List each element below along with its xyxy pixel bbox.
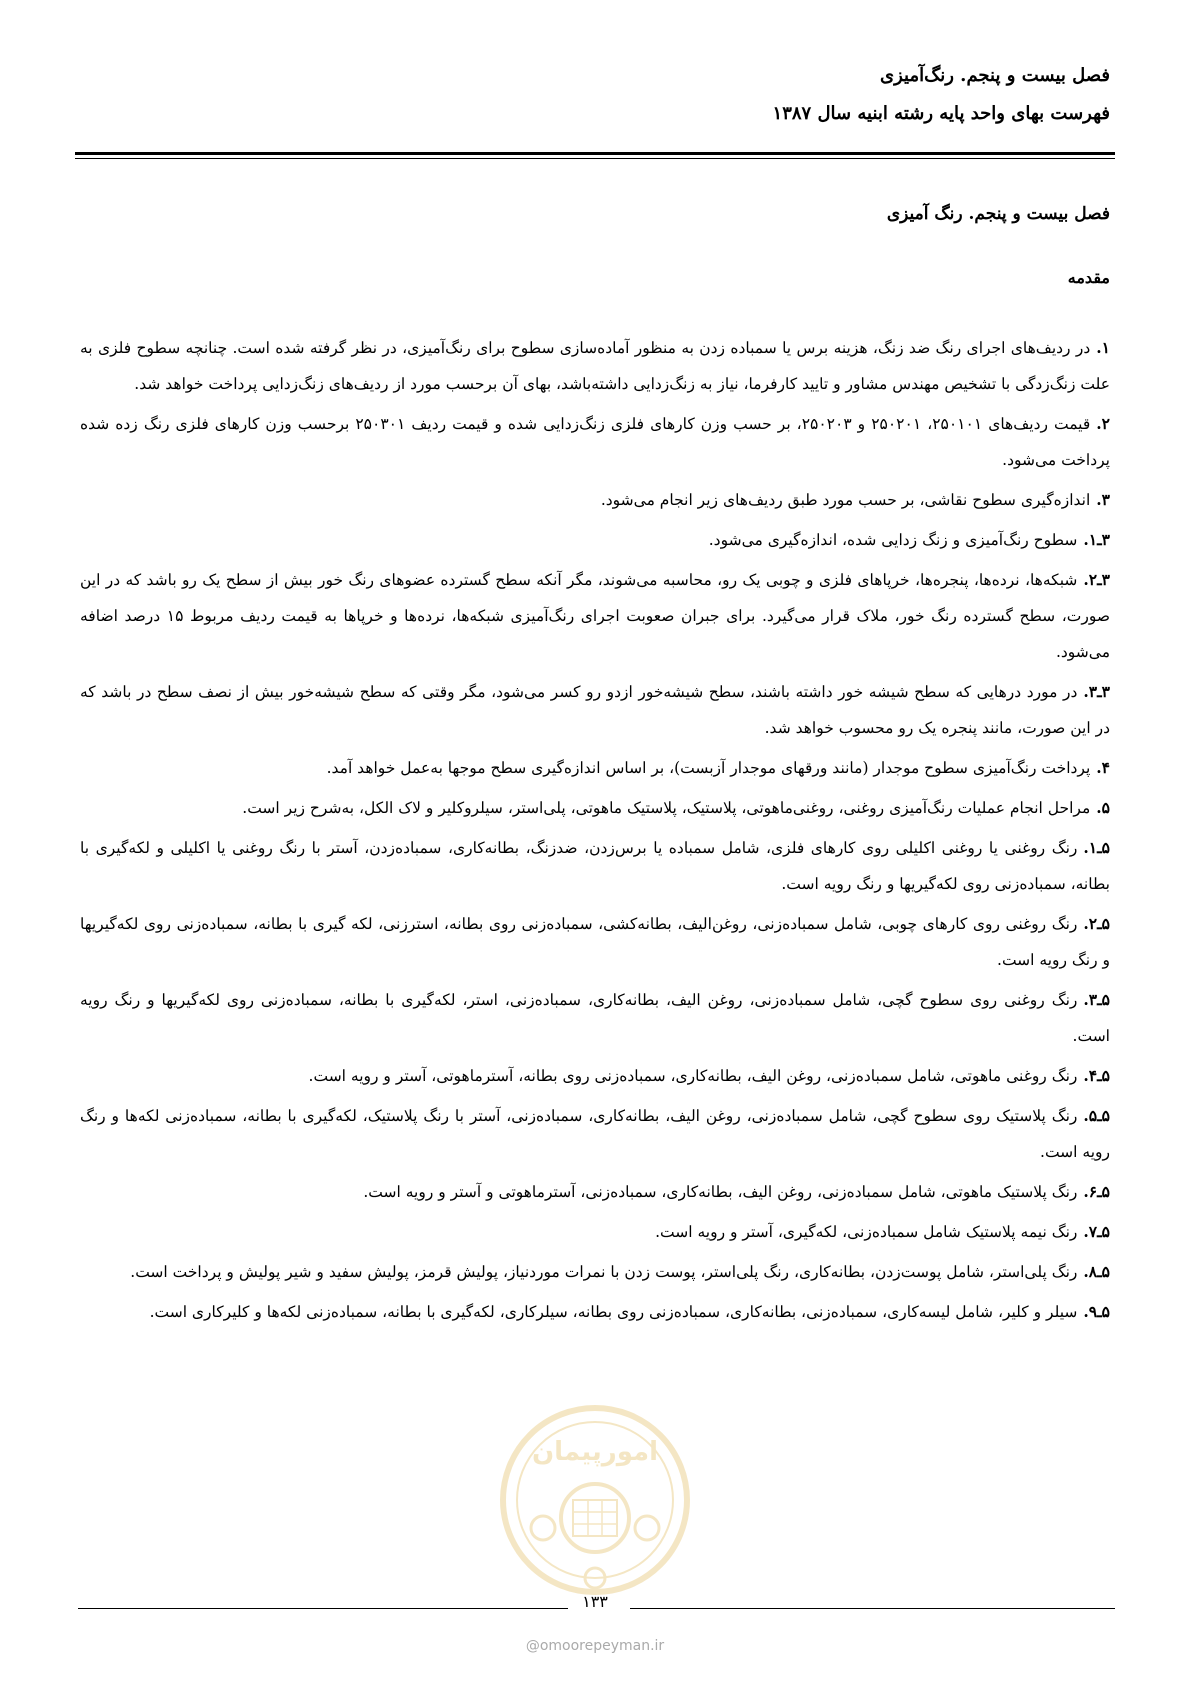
paragraph-text: در ردیف‌های اجرای رنگ ضد زنگ، هزینه برس یا سمباده زدن به منظور آماده‌سازی سطوح برای رنگ‌آمیزی، در نظر گرفته شده است. چنانچه سطوح فلزی به علت زنگ‌زدگی با تشخیص مهندس مشاور و تایید کارفرما، نیاز به زنگ‌زدایی داشته‌باشد، بهای آن برحسب مورد از ردیف‌های زنگ‌زدایی پرداخت خواهد شد. (80, 339, 1110, 393)
paragraph (80, 562, 1110, 670)
paragraph-number: ۵ـ۵. (1083, 1106, 1110, 1125)
intro-heading: مقدمه (1067, 268, 1110, 287)
paragraph-text: شبکه‌ها، نرده‌ها، پنجره‌ها، خرپاهای فلزی و چوبی یک رو، محاسبه می‌شوند، مگر آنکه سطح گسترده عضوهای رنگ خور بیش از سطح یک رو باشد که در این صورت، سطح گسترده رنگ خور، ملاک قرار می‌گیرد. برای جبران صعوبت اجرای رنگ‌آمیزی شبکه‌ها، نرده‌ها و خرپاها به قیمت ردیف مربوط ۱۵ درصد اضافه می‌شود. (80, 571, 1110, 661)
paragraph (80, 482, 1110, 518)
paragraph-number: ۵. (1096, 798, 1110, 817)
paragraph-text: قیمت ردیف‌های ۲۵۰۱۰۱، ۲۵۰۲۰۱ و ۲۵۰۲۰۳، بر حسب وزن کارهای فلزی زنگ‌زدایی شده و قیمت ردیف ۲۵۰۳۰۱ برحسب وزن کارهای فلزی رنگ زده شده پرداخت می‌شود. (80, 415, 1110, 469)
paragraph (80, 1294, 1110, 1330)
paragraph-number: ۵ـ۳. (1083, 990, 1110, 1009)
paragraph-text: مراحل انجام عملیات رنگ‌آمیزی روغنی، روغنی‌ماهوتی، پلاستیک، پلاستیک ماهوتی، پلی‌استر، سیلروکلیر و لاک الکل، به‌شرح زیر است. (242, 799, 1091, 817)
header-rule-thin (75, 158, 1115, 159)
paragraph (80, 1214, 1110, 1250)
paragraph-number: ۵ـ۸. (1083, 1262, 1110, 1281)
running-header-catalog: فهرست بهای واحد پایه رشته ابنیه سال ۱۳۸۷ (772, 103, 1110, 124)
paragraph-number: ۲. (1096, 414, 1110, 433)
paragraph (80, 674, 1110, 746)
paragraph (80, 1174, 1110, 1210)
paragraph-text: رنگ پلاستیک روی سطوح گچی، شامل سمباده‌زنی، روغن الیف، بطانه‌کاری، سمباده‌زنی، آستر با رنگ پلاستیک، لکه‌گیری با بطانه، سمباده‌زنی لکه‌ها و رنگ رویه است. (80, 1107, 1110, 1161)
running-header-chapter: فصل بیست و پنجم. رنگ‌آمیزی (880, 65, 1110, 86)
paragraph-text: رنگ روغنی روی سطوح گچی، شامل سمباده‌زنی، روغن الیف، بطانه‌کاری، سمباده‌زنی، استر، لکه‌گیری با بطانه، سمباده‌زنی روی لکه‌گیریها و رنگ رویه است. (80, 991, 1110, 1045)
paragraph-number: ۳ـ۱. (1083, 530, 1110, 549)
paragraph-number: ۵ـ۴. (1083, 1066, 1110, 1085)
chapter-title: فصل بیست و پنجم. رنگ آمیزی (886, 204, 1110, 224)
running-header (773, 58, 1110, 134)
paragraph-text: رنگ پلی‌استر، شامل پوست‌زدن، بطانه‌کاری، رنگ پلی‌استر، پوست زدن با نمرات موردنیاز، پولیش قرمز، پولیش سفید و شیر پولیش و پرداخت است. (130, 1263, 1078, 1281)
paragraph (80, 750, 1110, 786)
paragraph-text: رنگ پلاستیک ماهوتی، شامل سمباده‌زنی، روغن الیف، بطانه‌کاری، سمباده‌زنی، آسترماهوتی و آستر و رویه است. (363, 1183, 1078, 1201)
page-number: ۱۳۳ (582, 1592, 608, 1611)
footer-rule (630, 1608, 1115, 1609)
paragraph (80, 1254, 1110, 1290)
paragraph-text: رنگ روغنی روی کارهای چوبی، شامل سمباده‌زنی، روغن‌الیف، بطانه‌کشی، سمباده‌زنی روی بطانه، استرزنی، لکه گیری با بطانه، سمباده‌زنی روی لکه‌گیریها و رنگ رویه است. (80, 915, 1110, 969)
paragraph (80, 982, 1110, 1054)
paragraph-number: ۵ـ۱. (1083, 838, 1110, 857)
paragraph-text: رنگ نیمه پلاستیک شامل سمباده‌زنی، لکه‌گیری، آستر و رویه است. (655, 1223, 1078, 1241)
paragraph-number: ۳. (1096, 490, 1110, 509)
paragraph-text: سیلر و کلیر، شامل لیسه‌کاری، سمباده‌زنی، بطانه‌کاری، سمباده‌زنی روی بطانه، سیلرکاری، لکه‌گیری با بطانه، سمباده‌زنی لکه‌ها و کلیرکاری است. (149, 1303, 1078, 1321)
paragraph (80, 906, 1110, 978)
paragraph-number: ۴. (1096, 758, 1110, 777)
site-watermark: @omoorepeyman.ir (525, 1638, 665, 1654)
paragraph (80, 330, 1110, 402)
paragraph-text: پرداخت رنگ‌آمیزی سطوح موجدار (مانند ورقهای موجدار آزبست)، بر اساس اندازه‌گیری سطح موجها به‌عمل خواهد آمد. (326, 759, 1091, 777)
paragraph (80, 522, 1110, 558)
paragraph (80, 830, 1110, 902)
paragraph-text: رنگ روغنی یا روغنی اکلیلی روی کارهای فلزی، شامل سمباده یا برس‌زدن، ضدزنگ، بطانه‌کاری، سمباده‌زدن، آستر با رنگ روغنی یا اکلیلی و لکه‌گیری با بطانه، سمباده‌زنی روی لکه‌گیریها و رنگ رویه است. (80, 839, 1110, 893)
paragraph-number: ۵ـ۹. (1083, 1302, 1110, 1321)
seal-icon (495, 1400, 695, 1600)
paragraph-text: سطوح رنگ‌آمیزی و زنگ زدایی شده، اندازه‌گیری می‌شود. (708, 531, 1078, 549)
paragraph-text: رنگ روغنی ماهوتی، شامل سمباده‌زنی، روغن الیف، بطانه‌کاری، سمباده‌زنی روی بطانه، آسترماهوتی، آستر و رویه است. (308, 1067, 1078, 1085)
paragraph-number: ۳ـ۳. (1083, 682, 1110, 701)
header-rule-thick (75, 152, 1115, 155)
paragraph-number: ۵ـ۲. (1083, 914, 1110, 933)
body-text (80, 330, 1110, 1334)
paragraph-number: ۳ـ۲. (1083, 570, 1110, 589)
paragraph (80, 406, 1110, 478)
paragraph-text: در مورد درهایی که سطح شیشه خور داشته باشند، سطح شیشه‌خور ازدو رو کسر می‌شود، مگر وقتی که سطح شیشه‌خور بیش از نصف سطح در باشد که در این صورت، مانند پنجره یک رو محسوب خواهد شد. (80, 683, 1110, 737)
paragraph (80, 1098, 1110, 1170)
footer-rule (78, 1608, 568, 1609)
paragraph-number: ۱. (1096, 338, 1110, 357)
watermark-text: امورپیمان (531, 1437, 659, 1467)
paragraph-number: ۵ـ۶. (1083, 1182, 1110, 1201)
paragraph-text: اندازه‌گیری سطوح نقاشی، بر حسب مورد طبق ردیف‌های زیر انجام می‌شود. (600, 491, 1091, 509)
paragraph-number: ۵ـ۷. (1083, 1222, 1110, 1241)
paragraph (80, 1058, 1110, 1094)
paragraph (80, 790, 1110, 826)
